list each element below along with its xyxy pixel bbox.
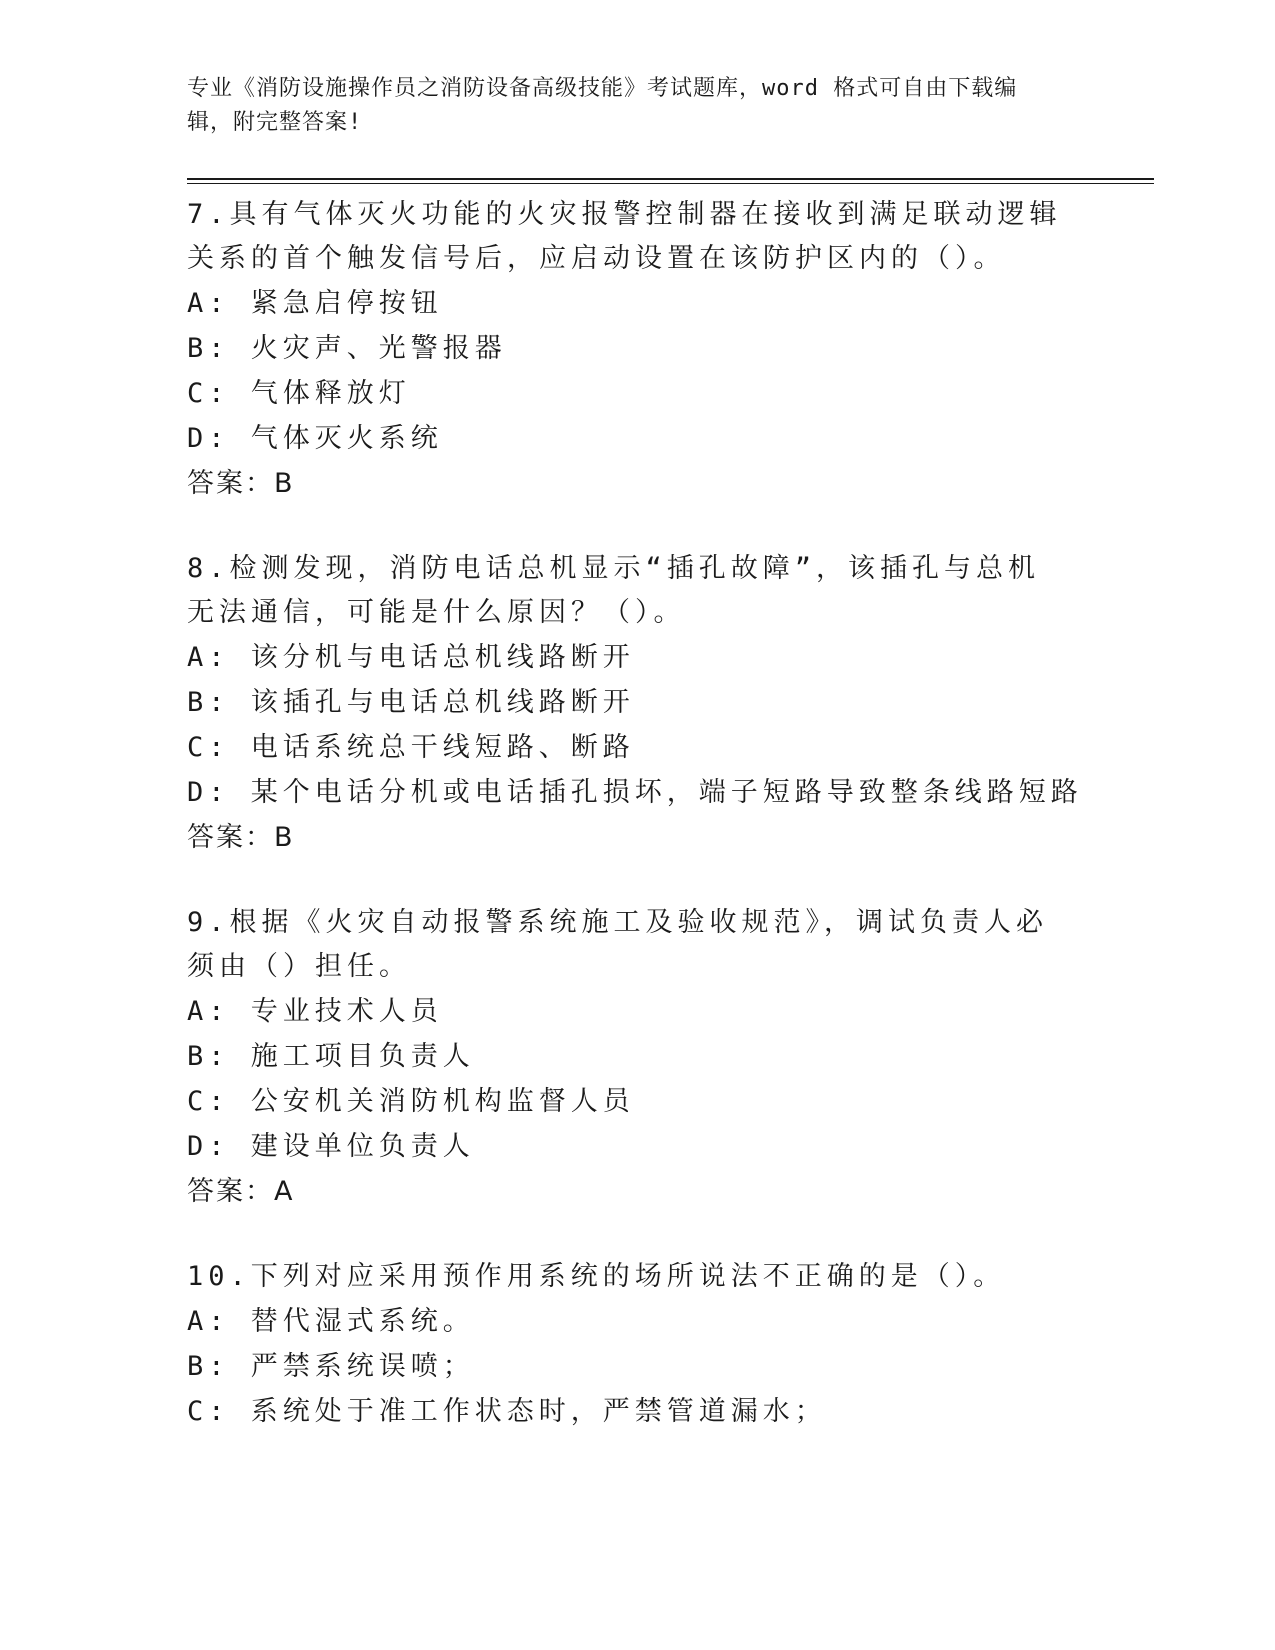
option-a: A: 专业技术人员 [187,996,443,1027]
option-c: C: 公安机关消防机构监督人员 [187,1086,635,1117]
intro-line-1: 专业《消防设施操作员之消防设备高级技能》考试题库，word 格式可自由下载编 [187,76,1018,101]
answer-label: 答案：B [187,468,295,499]
question-stem: 7.具有气体灭火功能的火灾报警控制器在接收到满足联动逻辑关系的首个触发信号后，应启动设置在该防护区内的（）。 [187,199,1062,274]
question-10 [187,1255,1067,1434]
question-stem: 9.根据《火灾自动报警系统施工及验收规范》，调试负责人必须由（）担任。 [187,907,1049,982]
option-b: B: 严禁系统误喷； [187,1351,475,1382]
question-9 [187,901,1067,1215]
answer-label: 答案：B [187,822,295,853]
option-d: D: 气体灭火系统 [187,423,443,454]
option-a: A: 紧急启停按钮 [187,288,443,319]
intro-line-2: 辑，附完整答案! [187,110,363,135]
answer-label: 答案：A [187,1176,295,1207]
question-stem: 10.下列对应采用预作用系统的场所说法不正确的是（）。 [187,1261,1006,1292]
option-d: D: 某个电话分机或电话插孔损坏，端子短路导致整条线路短路 [187,777,1083,808]
question-list [187,193,1083,1474]
header-divider-thin [187,183,1154,184]
option-c: C: 系统处于准工作状态时，严禁管道漏水； [187,1396,827,1427]
option-b: B: 该插孔与电话总机线路断开 [187,687,635,718]
option-b: B: 施工项目负责人 [187,1041,475,1072]
document-intro-note [187,72,1087,140]
option-c: C: 气体释放灯 [187,378,411,409]
option-d: D: 建设单位负责人 [187,1131,475,1162]
option-c: C: 电话系统总干线短路、断路 [187,732,635,763]
question-8 [187,547,1083,861]
question-stem: 8.检测发现，消防电话总机显示“插孔故障”，该插孔与总机无法通信，可能是什么原因？（）。 [187,553,1041,628]
question-7 [187,193,1067,507]
option-a: A: 替代湿式系统。 [187,1306,475,1337]
option-a: A: 该分机与电话总机线路断开 [187,642,635,673]
header-divider-thick [187,178,1154,180]
option-b: B: 火灾声、光警报器 [187,333,507,364]
